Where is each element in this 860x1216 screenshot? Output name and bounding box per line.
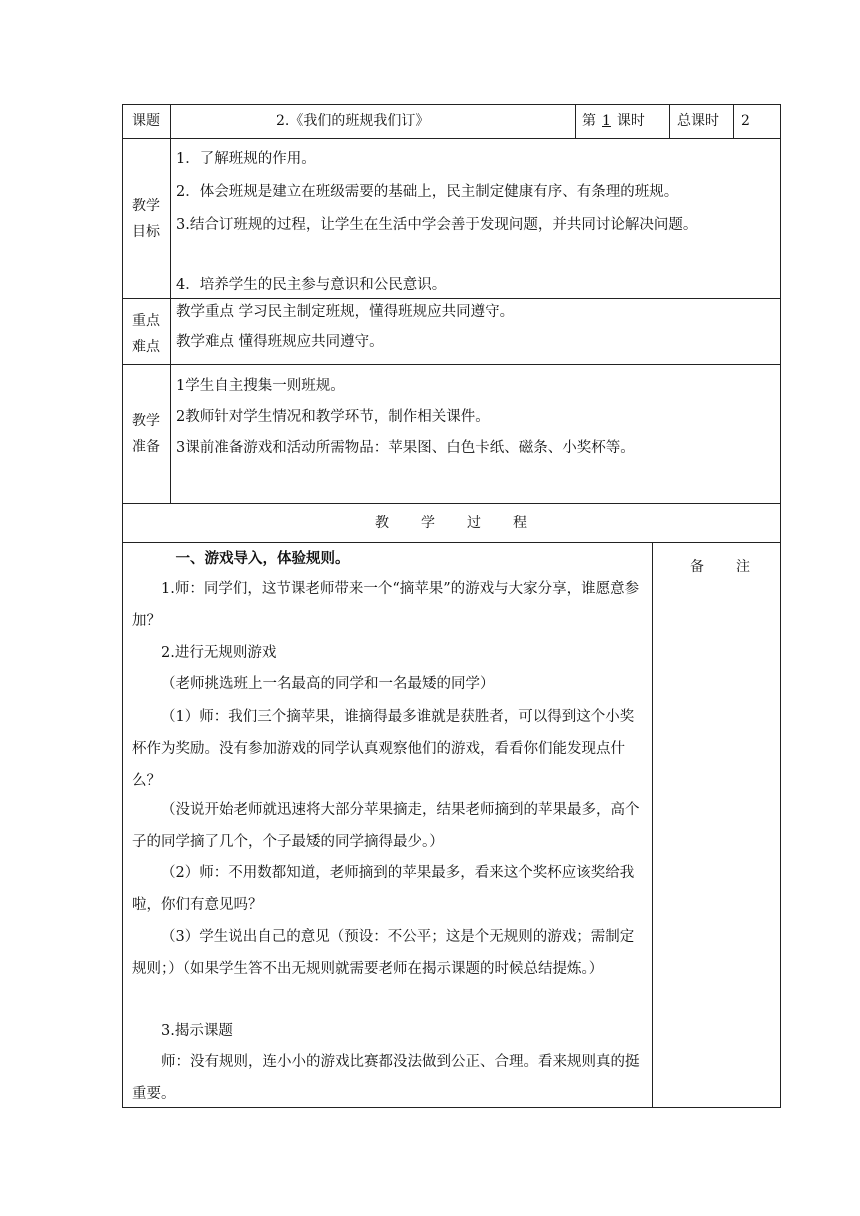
lesson-suffix: 课时 (616, 113, 645, 129)
table-border-right (780, 104, 781, 1108)
goals-label: 教学 目标 (132, 198, 160, 240)
notes-label: 备注 (690, 559, 782, 575)
process-heading: 教学过程 (375, 515, 559, 531)
row-divider (122, 364, 781, 365)
process-paragraph: （老师挑选班上一名最高的同学和一名最矮的同学） (161, 676, 495, 692)
topic-title: 2.《我们的班规我们订》 (276, 113, 430, 129)
total-lessons-label: 总课时 (677, 113, 719, 129)
goal-item: 3.结合订班规的过程，让学生在生活中学会善于发现问题，并共同讨论解决问题。 (176, 217, 698, 233)
row-divider (122, 138, 781, 139)
goal-item: 2．体会班规是建立在班级需要的基础上，民主制定健康有序、有条理的班规。 (176, 184, 679, 200)
focus-label: 重点 难点 (132, 313, 160, 355)
focus-item: 教学重点 学习民主制定班规，懂得班规应共同遵守。 (176, 304, 515, 320)
prep-item: 2教师针对学生情况和教学环节，制作相关课件。 (176, 409, 490, 425)
goal-item: 4．培养学生的民主参与意识和公民意识。 (176, 277, 447, 293)
process-paragraph: 1.师：同学们，这节课老师带来一个“摘苹果”的游戏与大家分享，谁愿意参加？ (132, 581, 640, 629)
focus-item: 教学难点 懂得班规应共同遵守。 (176, 334, 384, 350)
section-title: 一、游戏导入，体验规则。 (175, 550, 350, 567)
process-paragraph: （1）师：我们三个摘苹果，谁摘得最多谁就是获胜者，可以得到这个小奖杯作为奖励。没有参加游戏的同学认真观察他们的游戏，看看你们能发现点什么？ (132, 709, 635, 789)
process-paragraph: 2.进行无规则游戏 (161, 645, 277, 661)
process-paragraph: （3）学生说出自己的意见（预设：不公平；这是个无规则的游戏；需制定规则；）（如果学生答不出无规则就需要老师在揭示课题的时候总结提炼。） (132, 929, 635, 977)
process-paragraph: 师：没有规则，连小小的游戏比赛都没法做到公正、合理。看来规则真的挺重要。 (132, 1054, 640, 1102)
table-border-left (122, 104, 123, 1108)
process-paragraph: （2）师：不用数都知道，老师摘到的苹果最多，看来这个奖杯应该奖给我啦，你们有意见吗？ (132, 865, 635, 913)
lesson-number: 1 (602, 113, 611, 129)
notes-column-divider (652, 542, 653, 1107)
header-divider (733, 104, 734, 138)
header-divider (669, 104, 670, 138)
prep-item: 1学生自主搜集一则班规。 (176, 378, 345, 394)
lesson-number-cell (582, 111, 645, 131)
row-divider (122, 503, 781, 504)
process-paragraph: （没说开始老师就迅速将大部分苹果摘走，结果老师摘到的苹果最多，高个子的同学摘了几个，个子最矮的同学摘得最少。） (132, 802, 640, 850)
lesson-prefix: 第 (582, 113, 596, 129)
table-border-top (122, 104, 781, 105)
total-lessons-value: 2 (741, 113, 750, 129)
prep-item: 3课前准备游戏和活动所需物品：苹果图、白色卡纸、磁条、小奖杯等。 (176, 440, 635, 456)
header-divider (575, 104, 576, 138)
process-paragraph: 3.揭示课题 (161, 1023, 233, 1039)
topic-label: 课题 (132, 113, 160, 129)
prep-label: 教学 准备 (132, 413, 160, 455)
label-column-divider (170, 104, 171, 503)
goal-item: 1．了解班规的作用。 (176, 151, 316, 167)
